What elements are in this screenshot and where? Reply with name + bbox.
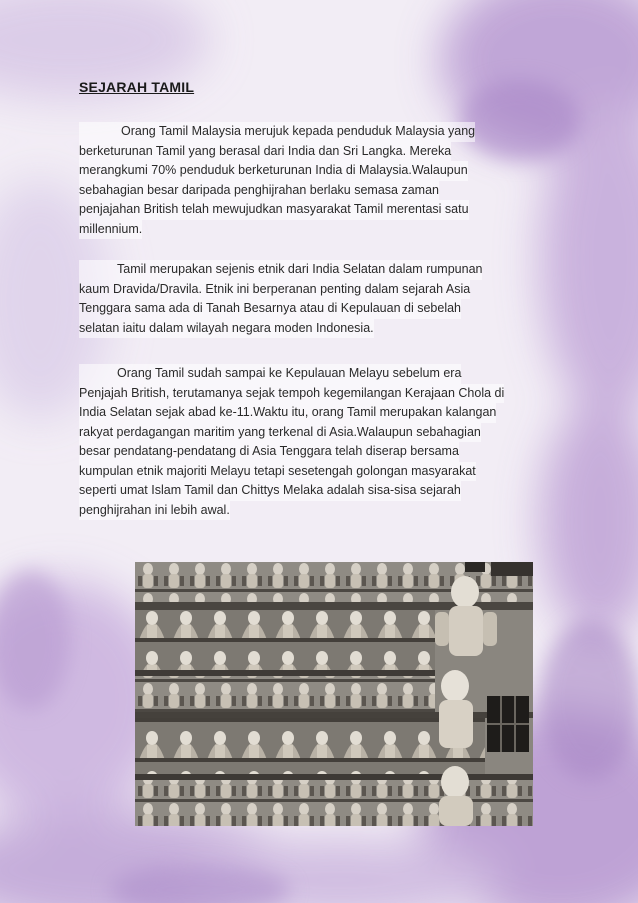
paragraph-line: Orang Tamil sudah sampai ke Kepulauan Melayu sebelum era bbox=[79, 364, 461, 384]
paragraph-line: Tamil merupakan sejenis etnik dari India Selatan dalam rumpunan bbox=[79, 260, 482, 280]
paragraph-line: kumpulan etnik majoriti Melayu tetapi sesetengah golongan masyarakat bbox=[79, 462, 476, 482]
paragraph-line: penjajahan British telah mewujudkan masyarakat Tamil merentasi satu bbox=[79, 200, 469, 220]
paragraph-line: selatan iaitu dalam wilayah negara moden Indonesia. bbox=[79, 319, 374, 339]
paragraph-line: besar pendatang-pendatang di Asia Tenggara telah diserap bersama bbox=[79, 442, 459, 462]
paragraph-3 bbox=[79, 364, 549, 520]
paragraph-line: rakyat perdagangan maritim yang terkenal di Asia.Walaupun sebahagian bbox=[79, 423, 481, 443]
paragraph-line: India Selatan sejak abad ke-11.Waktu itu, orang Tamil merupakan kalangan bbox=[79, 403, 496, 423]
paragraph-line: Orang Tamil Malaysia merujuk kepada penduduk Malaysia yang bbox=[79, 122, 475, 142]
paragraph-line: kaum Dravida/Dravila. Etnik ini berperanan penting dalam sejarah Asia bbox=[79, 280, 470, 300]
paragraph-line: seperti umat Islam Tamil dan Chittys Melaka adalah sisa-sisa sejarah bbox=[79, 481, 461, 501]
temple-carving-photo bbox=[135, 562, 533, 826]
paragraph-2 bbox=[79, 260, 549, 338]
paragraph-line: penghijrahan ini lebih awal. bbox=[79, 501, 230, 521]
paragraph-line: merangkumi 70% penduduk berketurunan India di Malaysia.Walaupun bbox=[79, 161, 468, 181]
paragraph-line: Tenggara sama ada di Tanah Besarnya atau di Kepulauan di sebelah bbox=[79, 299, 461, 319]
paragraph-line: Penjajah British, terutamanya sejak tempoh kegemilangan Kerajaan Chola di bbox=[79, 384, 504, 404]
paragraph-line: millennium. bbox=[79, 220, 142, 240]
paragraph-1 bbox=[79, 122, 549, 239]
page-title: SEJARAH TAMIL bbox=[79, 79, 195, 95]
paragraph-line: berketurunan Tamil yang berasal dari India dan Sri Langka. Mereka bbox=[79, 142, 451, 162]
paragraph-line: sebahagian besar daripada penghijrahan berlaku semasa zaman bbox=[79, 181, 439, 201]
